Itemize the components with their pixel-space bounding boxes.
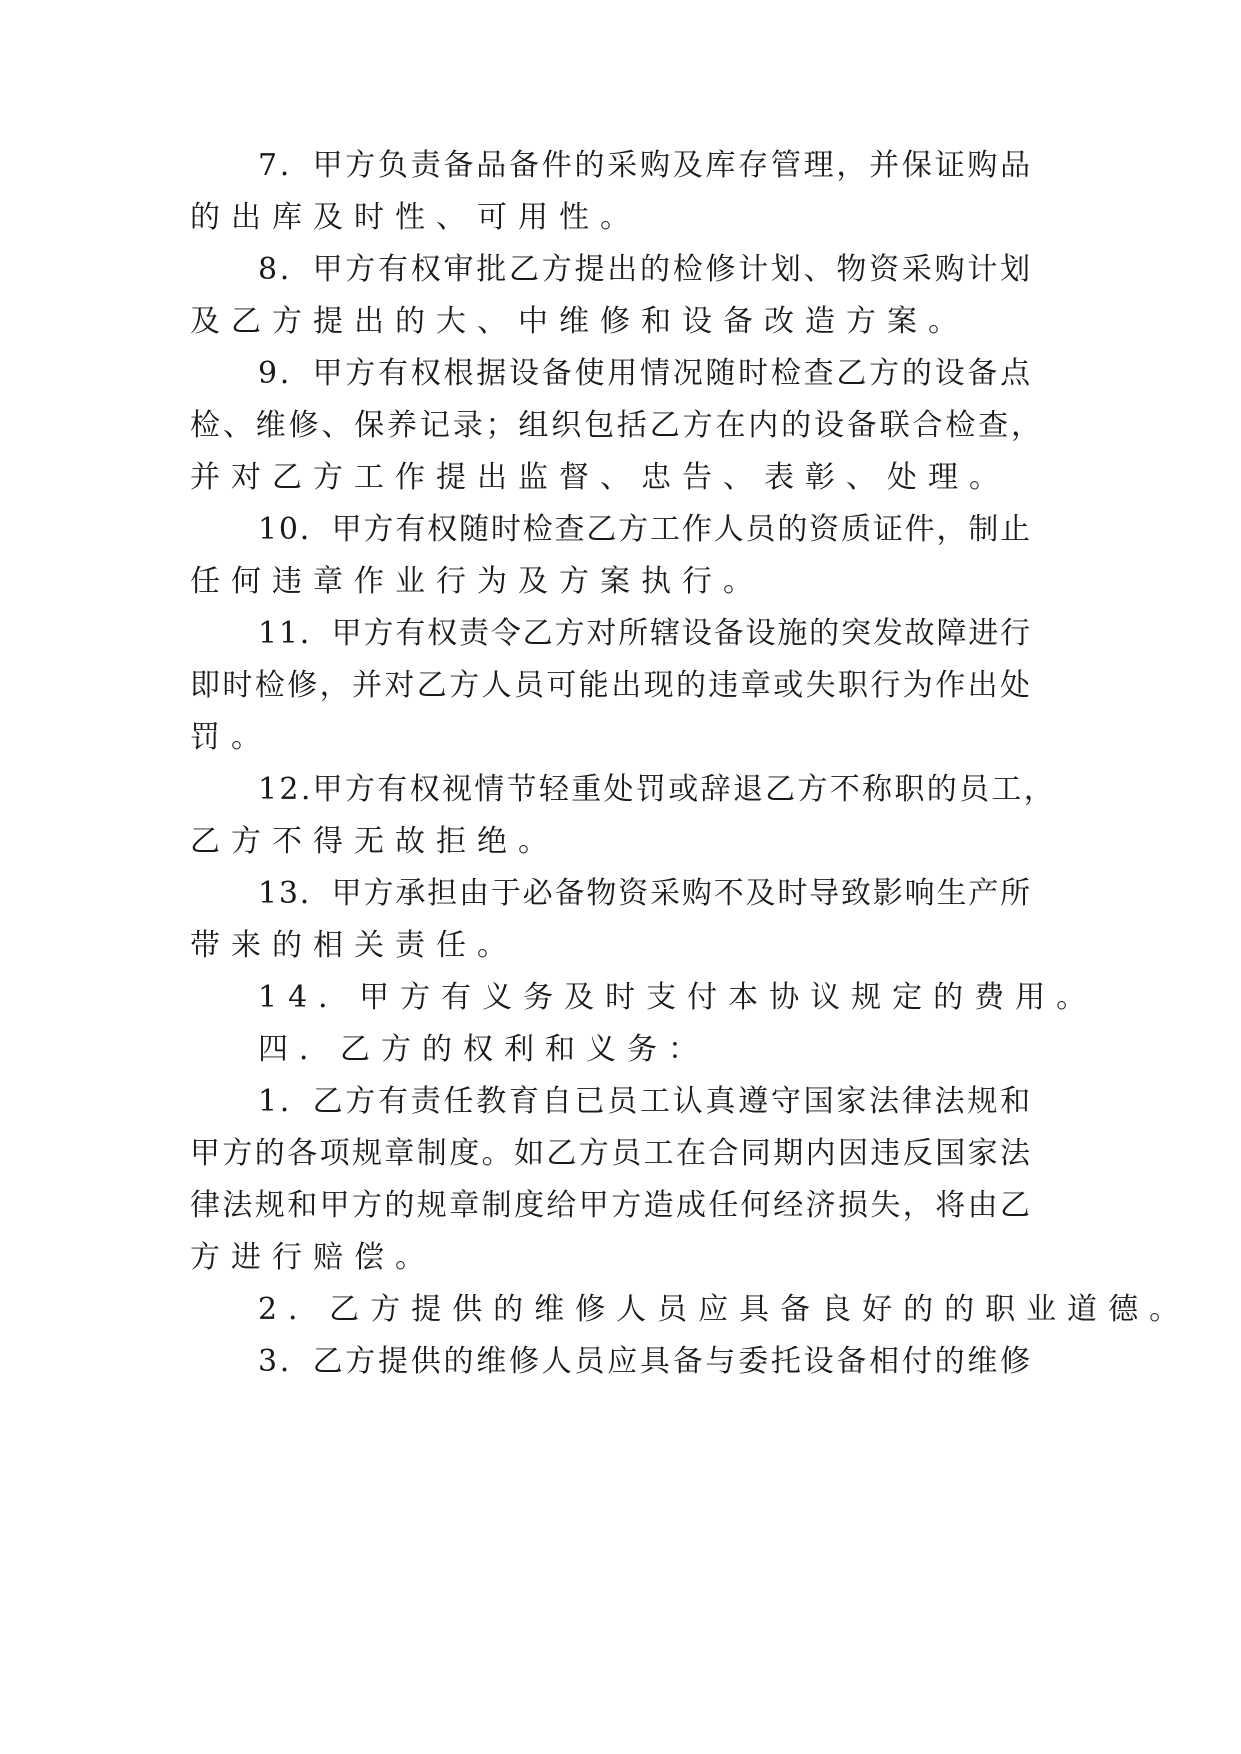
text-line: 罚。 — [190, 720, 272, 755]
text-line: 13．甲方承担由于必备物资采购不及时导致影响生产所 — [258, 876, 1033, 911]
text-line: 12.甲方有权视情节轻重处罚或辞退乙方不称职的员工， — [258, 772, 1057, 807]
text-line: 3．乙方提供的维修人员应具备与委托设备相付的维修 — [258, 1344, 1033, 1379]
text-line: 带来的相关责任。 — [190, 928, 518, 963]
text-line: 的出库及时性、可用性。 — [190, 200, 641, 235]
text-line: 乙方不得无故拒绝。 — [190, 824, 559, 859]
text-line: 2．乙方提供的维修人员应具备良好的的职业道德。 — [258, 1292, 1191, 1327]
text-line: 1．乙方有责任教育自已员工认真遵守国家法律法规和 — [258, 1084, 1033, 1119]
text-line: 甲方的各项规章制度。如乙方员工在合同期内因违反国家法 — [190, 1136, 1033, 1171]
text-line: 8．甲方有权审批乙方提出的检修计划、物资采购计划 — [258, 252, 1033, 287]
text-line: 方进行赔偿。 — [190, 1240, 436, 1275]
text-line: 律法规和甲方的规章制度给甲方造成任何经济损失，将由乙 — [190, 1188, 1033, 1223]
text-line: 7．甲方负责备品备件的采购及库存管理，并保证购品 — [258, 148, 1033, 183]
text-line: 任何违章作业行为及方案执行。 — [190, 564, 764, 599]
text-line: 11．甲方有权责令乙方对所辖设备设施的突发故障进行 — [258, 616, 1033, 651]
section-heading: 四．乙方的权利和义务： — [258, 1032, 709, 1067]
text-line: 14．甲方有义务及时支付本协议规定的费用。 — [258, 980, 1098, 1015]
text-line: 并对乙方工作提出监督、忠告、表彰、处理。 — [190, 460, 1010, 495]
text-line: 10．甲方有权随时检查乙方工作人员的资质证件，制止 — [258, 512, 1033, 547]
text-line: 9．甲方有权根据设备使用情况随时检查乙方的设备点 — [258, 356, 1033, 391]
text-line: 及乙方提出的大、中维修和设备改造方案。 — [190, 304, 969, 339]
text-line: 即时检修，并对乙方人员可能出现的违章或失职行为作出处 — [190, 668, 1033, 703]
text-line: 检、维修、保养记录；组织包括乙方在内的设备联合检查， — [190, 408, 1044, 443]
